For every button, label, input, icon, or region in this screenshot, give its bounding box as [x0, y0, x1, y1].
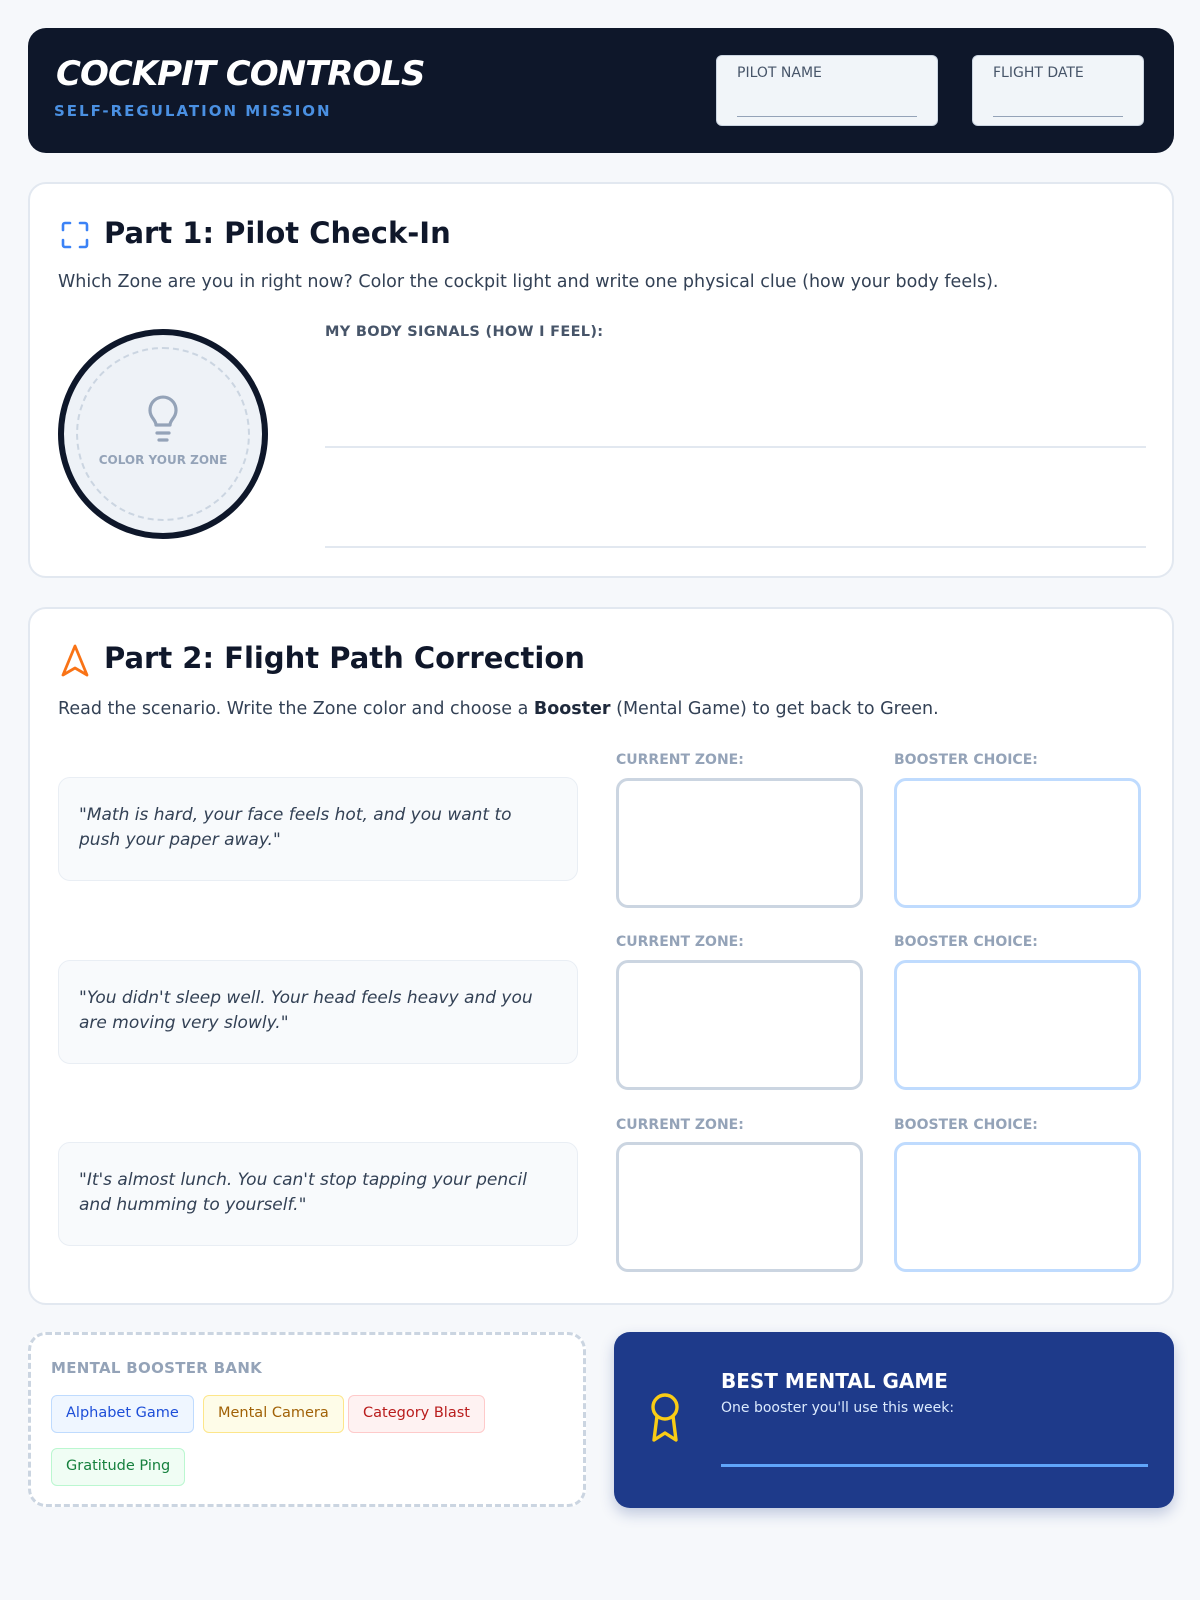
part2-title: Part 2: Flight Path Correction [104, 641, 585, 675]
best-mental-game-card [614, 1332, 1174, 1508]
body-signals-label: MY BODY SIGNALS (HOW I FEEL): [325, 324, 604, 340]
chip-mental-camera[interactable]: Mental Camera [203, 1395, 344, 1433]
best-mental-game-line[interactable] [721, 1464, 1148, 1467]
part1-description: Which Zone are you in right now? Color the cockpit light and write one physical clue (how your body feels). [58, 272, 999, 292]
flight-date-line [993, 116, 1123, 117]
lightbulb-icon [145, 395, 181, 449]
worksheet-subtitle: SELF-REGULATION MISSION [54, 102, 332, 120]
booster-choice-box-3[interactable] [894, 1142, 1141, 1272]
best-mental-game-title: BEST MENTAL GAME [721, 1369, 948, 1393]
booster-choice-box-1[interactable] [894, 778, 1141, 908]
flight-date-label: FLIGHT DATE [993, 65, 1084, 81]
chip-gratitude-ping[interactable]: Gratitude Ping [51, 1448, 185, 1486]
booster-choice-label-3: BOOSTER CHOICE: [894, 1117, 1038, 1133]
cockpit-zone-light[interactable] [58, 329, 268, 539]
worksheet-header [28, 28, 1174, 153]
navigation-arrow-icon [60, 643, 90, 683]
booster-bank-title: MENTAL BOOSTER BANK [51, 1359, 263, 1377]
part2-description: Read the scenario. Write the Zone color and choose a Booster (Mental Game) to get back to Green. [58, 699, 939, 719]
pilot-name-field[interactable] [716, 55, 938, 126]
part1-title: Part 1: Pilot Check-In [104, 216, 451, 250]
pilot-name-line [737, 116, 917, 117]
color-your-zone-label: COLOR YOUR ZONE [98, 453, 228, 467]
part1-card [28, 182, 1174, 578]
booster-choice-box-2[interactable] [894, 960, 1141, 1090]
body-signals-line-1[interactable] [325, 446, 1146, 448]
best-mental-game-subtitle: One booster you'll use this week: [721, 1400, 955, 1416]
scan-focus-icon [60, 220, 90, 254]
award-ribbon-icon [648, 1392, 682, 1448]
scenario-card-2: "You didn't sleep well. Your head feels heavy and you are moving very slowly." [58, 960, 578, 1064]
current-zone-box-2[interactable] [616, 960, 863, 1090]
part2-card [28, 607, 1174, 1305]
booster-choice-label-1: BOOSTER CHOICE: [894, 752, 1038, 768]
current-zone-label-1: CURRENT ZONE: [616, 752, 744, 768]
current-zone-label-2: CURRENT ZONE: [616, 934, 744, 950]
pilot-name-label: PILOT NAME [737, 65, 822, 81]
flight-date-field[interactable] [972, 55, 1144, 126]
booster-choice-label-2: BOOSTER CHOICE: [894, 934, 1038, 950]
chip-alphabet-game[interactable]: Alphabet Game [51, 1395, 194, 1433]
current-zone-box-3[interactable] [616, 1142, 863, 1272]
worksheet-title: COCKPIT CONTROLS [56, 54, 425, 94]
scenario-card-1: "Math is hard, your face feels hot, and you want to push your paper away." [58, 777, 578, 881]
mental-booster-bank [28, 1332, 586, 1507]
current-zone-label-3: CURRENT ZONE: [616, 1117, 744, 1133]
chip-category-blast[interactable]: Category Blast [348, 1395, 485, 1433]
scenario-card-3: "It's almost lunch. You can't stop tapping your pencil and humming to yourself." [58, 1142, 578, 1246]
body-signals-line-2[interactable] [325, 546, 1146, 548]
current-zone-box-1[interactable] [616, 778, 863, 908]
